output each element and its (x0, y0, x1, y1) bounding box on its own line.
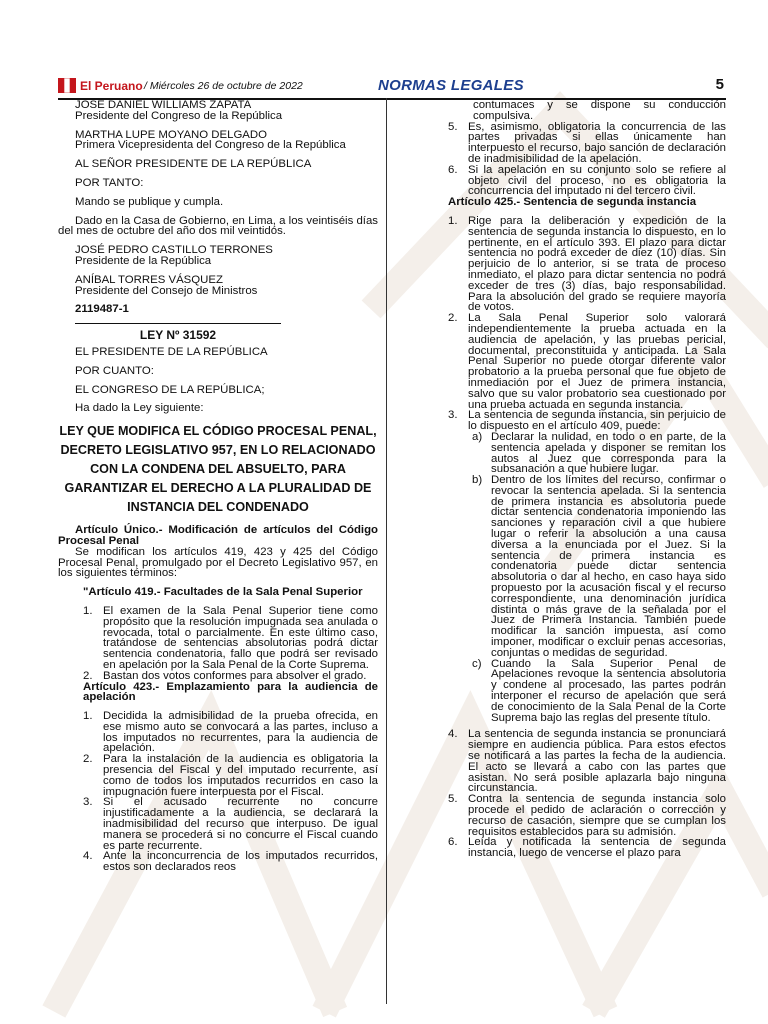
article-423-list-continued (448, 122, 726, 198)
item-text: La Sala Penal Superior solo valorará independientemente la prueba actuada en la audiencia de apelación, y las pruebas pericial, documental, preconstituida y anticipada. La Sala Penal Superior no puede otorgar diferente valor probatorio a la prueba personal que fue objeto de inmediación por el Juez de primera instancia, salvo que su valor probatorio sea cuestionado por una prueba actuada en segunda instancia. (468, 312, 726, 411)
signatory-title: Presidente del Consejo de Ministros (75, 284, 258, 297)
item-marker: 5. (448, 793, 458, 806)
sub-item (472, 432, 726, 475)
list-item (448, 216, 726, 313)
item-text: Si la apelación en su conjunto solo se refiere al objeto civil del proceso, no es obligatoria la concurrencia del imputado ni del tercero civil. (468, 163, 726, 198)
signatory-title: Primera Vicepresidenta del Congreso de la República (75, 139, 346, 152)
right-column (448, 100, 726, 859)
item-marker: c) (472, 657, 482, 670)
ha-dado-line: Ha dado la Ley siguiente: (75, 402, 204, 415)
president-line: EL PRESIDENTE DE LA REPÚBLICA (75, 345, 268, 358)
item-text: Contra la sentencia de segunda instancia solo procede el pedido de aclaración o corrección y recurso de casación, siempre que se cumplan los requisitos establecidos para su admisión. (468, 793, 726, 838)
article-heading: Artículo 425.- Sentencia de segunda instancia (448, 196, 697, 209)
list-item (448, 313, 726, 410)
article-425-list (448, 216, 726, 432)
newspaper-name: El Peruano (80, 79, 143, 93)
congress-line: EL CONGRESO DE LA REPÚBLICA; (75, 383, 265, 396)
item-marker: 1. (448, 214, 458, 227)
list-item (448, 837, 726, 859)
article-423-list (83, 711, 378, 873)
document-number: 2119487-1 (75, 303, 129, 316)
article-heading: Artículo 423.- Emplazamiento para la audiencia de apelación (83, 680, 378, 704)
item-marker: 4. (448, 728, 458, 741)
sub-item (472, 475, 726, 659)
article-419-list (83, 606, 378, 682)
item-marker: a) (472, 430, 483, 443)
signatory-title: Presidente del Congreso de la República (75, 109, 283, 122)
item-marker: 2. (448, 312, 458, 325)
item-marker: 2. (83, 753, 93, 766)
signature-block (58, 245, 378, 267)
law-title: LEY QUE MODIFICA EL CÓDIGO PROCESAL PENAL, DECRETO LEGISLATIVO 957, EN LO RELACIONADO CON LA CONDENA DEL ABSUELTO, PARA GARANTIZAR EL DERECHO A LA PLURALIDAD DE INSTANCIA DEL CONDENADO (59, 424, 377, 515)
item-marker: 6. (448, 836, 458, 849)
list-item (448, 794, 726, 837)
item-marker: 5. (448, 120, 458, 133)
shield-logo-icon (58, 78, 76, 93)
article-425-list-continued (448, 729, 726, 859)
item-text: Dentro de los límites del recurso, confirmar o revocar la sentencia apelada. Si la sentencia de primera instancia es absolutoria puede dictar sentencia condenatoria imponiendo las sanciones y reparación civil a que hubiere lugar o referir la absolución a una causa diversa a la enunciada por el Juez. Si la sentencia de primera instancia es condenatoria puede dictar sentencia absolutoria o dar al hecho, en caso haya sido propuesto por la acusación fiscal y el recurso correspondiente, una denominación jurídica distinta o más grave de la señalada por el Juez de Primera Instancia. También puede modificar la sanción impuesta, así como imponer, modificar o excluir penas accesorias, conjuntas o medidas de seguridad. (491, 474, 726, 659)
signature-block (58, 100, 378, 122)
dado-paragraph: Dado en la Casa de Gobierno, en Lima, a los veintiséis días del mes de octubre del año dos mil veintidós. (58, 214, 378, 238)
list-item (83, 606, 378, 671)
signatory-name: ANÍBAL TORRES VÁSQUEZ (75, 273, 223, 286)
article-419 (58, 587, 378, 681)
list-item (448, 410, 726, 432)
left-column (58, 100, 378, 873)
item-marker: b) (472, 474, 483, 487)
list-item (83, 851, 378, 873)
item-text: Rige para la deliberación y expedición de la sentencia de segunda instancia lo dispuesto, en lo pertinente, en el artículo 393. El plazo para dictar sentencia no podrá exceder de diez (10) días. Sin perjuicio de lo anterior, si se trata de proceso inmediato, el plazo para dictar sentencia no podrá exceder de tres (3) días, bajo responsabilidad. Para la absolución del grado se requiere mayoría de votos. (468, 214, 726, 314)
column-divider (386, 98, 387, 1004)
list-item (448, 165, 726, 197)
article-423 (58, 682, 378, 874)
item-text: La sentencia de segunda instancia se pronunciará siempre en audiencia pública. Para estos efectos se notificará a las partes la fecha de la audiencia. El acto se llevará a cabo con las partes que asistan. No será posible aplazarla bajo ninguna circunstancia. (468, 728, 726, 795)
item-text: Ante la inconcurrencia de los imputados recurridos, estos son declarados reos (103, 850, 378, 874)
item-text: Bastan dos votos conformes para absolver el grado. (103, 669, 367, 682)
por-tanto-line: POR TANTO: (75, 176, 144, 189)
list-item (83, 671, 378, 682)
law-number: LEY Nº 31592 (75, 323, 281, 341)
list-item (448, 729, 726, 794)
item-marker: 6. (448, 163, 458, 176)
signatory-name: JOSÉ DANIEL WILLIAMS ZAPATA (75, 99, 252, 111)
item-marker: 4. (83, 850, 93, 863)
item-marker: 1. (83, 710, 93, 723)
sub-item (472, 659, 726, 724)
signatory-title: Presidente de la República (75, 254, 212, 267)
item-marker: 3. (83, 796, 93, 809)
article-425-sublist (448, 432, 726, 724)
item-text: La sentencia de segunda instancia, sin perjuicio de lo dispuesto en el artículo 409, puede: (468, 409, 726, 433)
item-text: El examen de la Sala Penal Superior tiene como propósito que la resolución impugnada sea anulada o revocada, total o parcialmente. En este último caso, tratándose de sentencias absolutorias podrá dictar sentencia condenatoria, fallo que podrá ser revisado en apelación por la Sala Penal de la Corte Suprema. (103, 604, 378, 671)
item-text: Leída y notificada la sentencia de segunda instancia, luego de vencerse el plazo para (468, 836, 726, 860)
mando-line: Mando se publique y cumpla. (75, 195, 224, 208)
item-text: Cuando la Sala Superior Penal de Apelaciones revoque la sentencia absolutoria y condene al procesado, las partes podrán interponer el recurso de apelación que será de conocimiento de la Sala Penal de la Corte Suprema bajo las reglas del presente título. (491, 657, 726, 724)
continued-text: contumaces y se dispone su conducción compulsiva. (473, 99, 726, 122)
por-cuanto-line: POR CUANTO: (75, 364, 154, 377)
item-text: Decidida la admisibilidad de la prueba ofrecida, en ese mismo auto se convocará a las partes, incluso a los imputados no recurrentes, para la audiencia de apelación. (103, 710, 378, 755)
list-item (83, 711, 378, 754)
article-heading: Artículo Único.- Modificación de artículos del Código Procesal Penal (58, 524, 378, 547)
item-text: Si el acusado recurrente no concurre injustificadamente a la audiencia, se declarará la inadmisibilidad del recurso que interpuso. De igual manera se procederá si no concurre el Fiscal cuando es parte recurrente. (103, 796, 378, 852)
item-marker: 1. (83, 604, 93, 617)
signatory-name: JOSÉ PEDRO CASTILLO TERRONES (75, 244, 273, 257)
page-number: 5 (715, 76, 724, 93)
article-heading: "Artículo 419.- Facultades de la Sala Penal Superior (83, 586, 363, 599)
addressee-line: AL SEÑOR PRESIDENTE DE LA REPÚBLICA (75, 158, 312, 171)
list-item (83, 754, 378, 797)
item-text: Para la instalación de la audiencia es obligatoria la presencia del Fiscal y del imputado recurrente, así como de todos los imputados recurridos en caso la impugnación fuere interpuesta por el Fiscal. (103, 753, 378, 798)
section-title: NORMAS LEGALES (378, 77, 524, 94)
article-paragraph: Se modifican los artículos 419, 423 y 425 del Código Procesal Penal, promulgado por el Decreto Legislativo 957, en los siguientes términos: (58, 545, 378, 580)
page-header (58, 76, 726, 100)
list-item (83, 797, 378, 851)
signature-block (58, 275, 378, 297)
item-marker: 3. (448, 409, 458, 422)
item-text: Es, asimismo, obligatoria la concurrencia de las partes privadas si ellas únicamente han interpuesto el recurso, bajo sanción de declaración de inadmisibilidad de la apelación. (468, 120, 726, 165)
signatory-name: MARTHA LUPE MOYANO DELGADO (75, 128, 267, 141)
item-marker: 2. (83, 669, 93, 682)
list-item (448, 122, 726, 165)
item-text: Declarar la nulidad, en todo o en parte, de la sentencia apelada y disponer se remitan los autos al Juez que corresponda para la subsanación a que hubiere lugar. (491, 430, 726, 476)
signature-block (58, 130, 378, 152)
issue-date: / Miércoles 26 de octubre de 2022 (144, 80, 303, 92)
